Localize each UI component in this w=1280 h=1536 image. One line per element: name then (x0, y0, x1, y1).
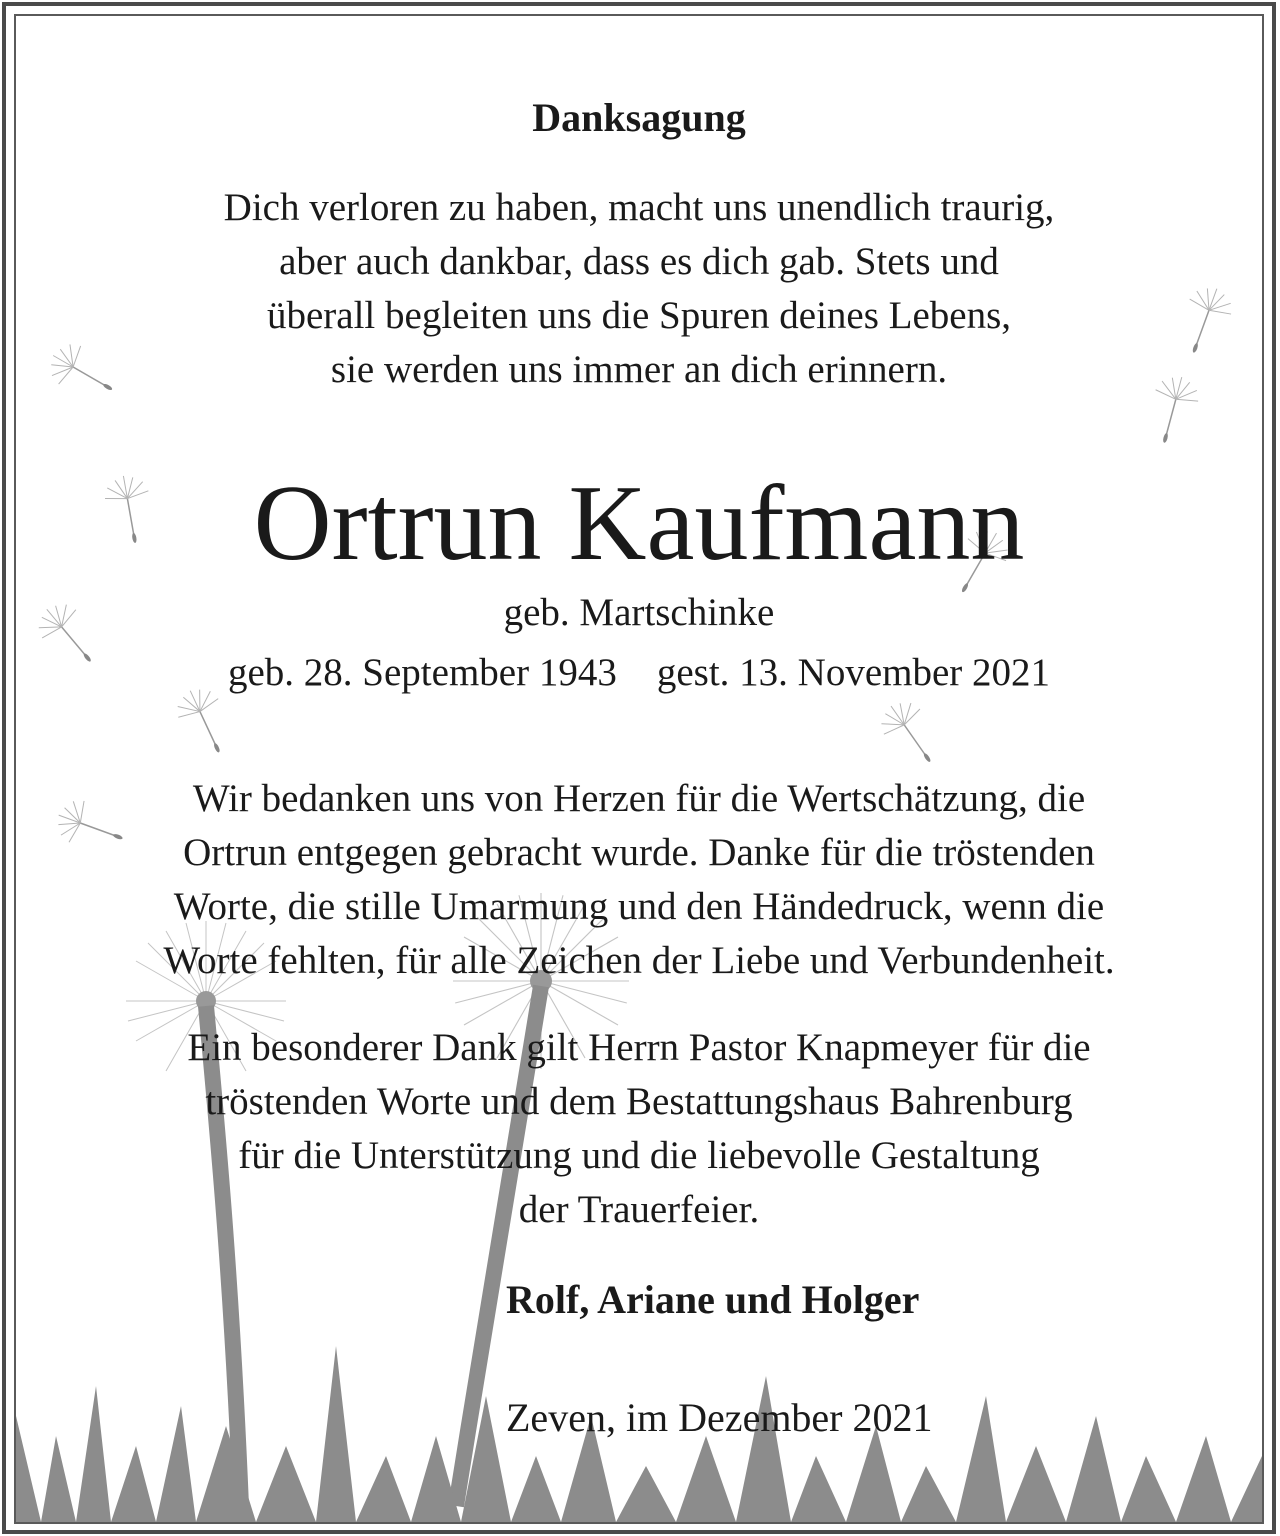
verse-line: sie werden uns immer an dich erinnern. (330, 348, 948, 391)
thanks-line: tröstenden Worte und dem Bestattungshaus Bahrenburg (205, 1080, 1073, 1123)
thanks-line: der Trauerfeier. (518, 1188, 760, 1231)
thanks-line: Wir bedanken uns von Herzen für die Wertschätzung, die (192, 777, 1086, 820)
notice-heading: Danksagung (532, 95, 746, 140)
thanks-paragraph (16, 772, 1262, 988)
dandelion-seed-icon (873, 693, 948, 774)
life-dates (16, 650, 1262, 695)
thanks-line: Worte, die stille Umarmung und den Händedruck, wenn die (173, 885, 1105, 928)
verse-line: überall begleiten uns die Spuren deines Lebens, (266, 294, 1012, 337)
notice-frame (14, 14, 1264, 1524)
thanks-line: Ortrun entgegen gebracht wurde. Danke für die tröstenden (183, 831, 1095, 874)
thanks-line: Ein besonderer Dank gilt Herrn Pastor Knapmeyer für die (187, 1026, 1091, 1069)
thanks-line: Worte fehlten, für alle Zeichen der Liebe und Verbundenheit. (163, 939, 1115, 982)
signatories: Rolf, Ariane und Holger (506, 1277, 920, 1322)
special-thanks-paragraph (16, 1021, 1262, 1237)
place-and-date: Zeven, im Dezember 2021 (506, 1395, 933, 1440)
maiden-name: geb. Martschinke (503, 591, 775, 634)
deceased-name: Ortrun Kaufmann (253, 464, 1025, 583)
thanks-line: für die Unterstützung und die liebevolle Gestaltung (238, 1134, 1040, 1177)
verse-line: Dich verloren zu haben, macht uns unendlich traurig, (223, 186, 1055, 229)
verse-line: aber auch dankbar, dass es dich gab. Stets und (279, 240, 999, 283)
birth-date: geb. 28. September 1943 (227, 651, 617, 694)
verse-text (16, 181, 1262, 397)
death-date: gest. 13. November 2021 (656, 651, 1051, 694)
